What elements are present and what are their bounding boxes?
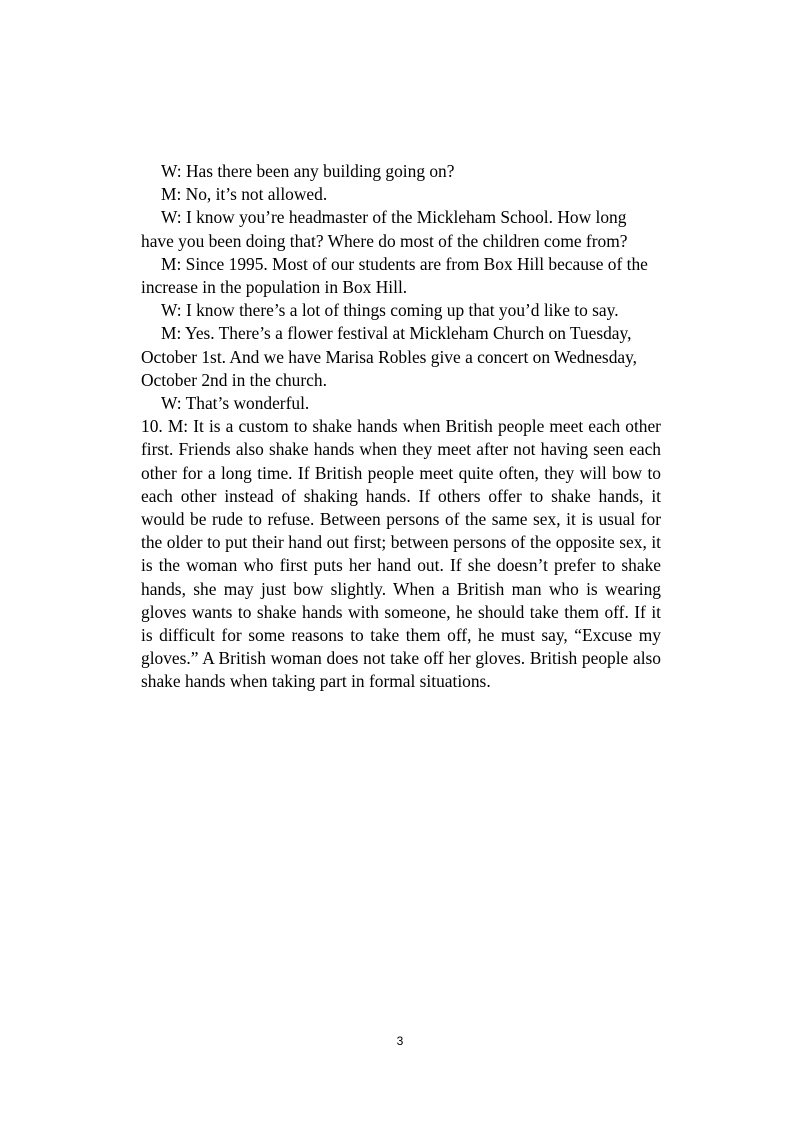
dialogue-section bbox=[141, 160, 661, 415]
dialogue-line: W: That’s wonderful. bbox=[161, 393, 310, 414]
page-number: 3 bbox=[396, 1034, 404, 1048]
page-content bbox=[141, 160, 661, 694]
dialogue-line: W: I know there’s a lot of things coming up that you’d like to say. bbox=[161, 300, 619, 321]
dialogue-line: M: Since 1995. Most of our students are from Box Hill because of the increase in the population in Box Hill. bbox=[141, 253, 648, 298]
dialogue-line: M: Yes. There’s a flower festival at Mickleham Church on Tuesday, October 1st. And we have Marisa Robles give a concert on Wednesday, October 2nd in the church. bbox=[141, 323, 638, 390]
dialogue-line: W: Has there been any building going on? bbox=[161, 161, 455, 181]
passage-text: M: It is a custom to shake hands when British people meet each other first. Friends also shake hands when they meet after not having seen each other for a long time. If British people meet quite often, they will bow to each other instead of shaking hands. If others offer to shake hands, it would be rude to refuse. Between persons of the same sex, it is usual for the older to put their hand out first; between persons of the opposite sex, it is the woman who first puts her hand out. If she doesn’t prefer to shake hands, she may just bow slightly. When a British man who is wearing gloves wants to shake hands with someone, he should take them off. If it is difficult for some reasons to take them off, he must say, “Excuse my gloves.” A British woman does not take off her gloves. British people also shake hands when taking part in formal situations. bbox=[141, 416, 661, 692]
passage-number: 10. bbox=[141, 416, 163, 437]
dialogue-line: W: I know you’re headmaster of the Mickleham School. How long have you been doing that? Where do most of the children come from? bbox=[141, 207, 628, 251]
passage-10 bbox=[141, 415, 661, 693]
dialogue-line: M: No, it’s not allowed. bbox=[161, 184, 328, 205]
